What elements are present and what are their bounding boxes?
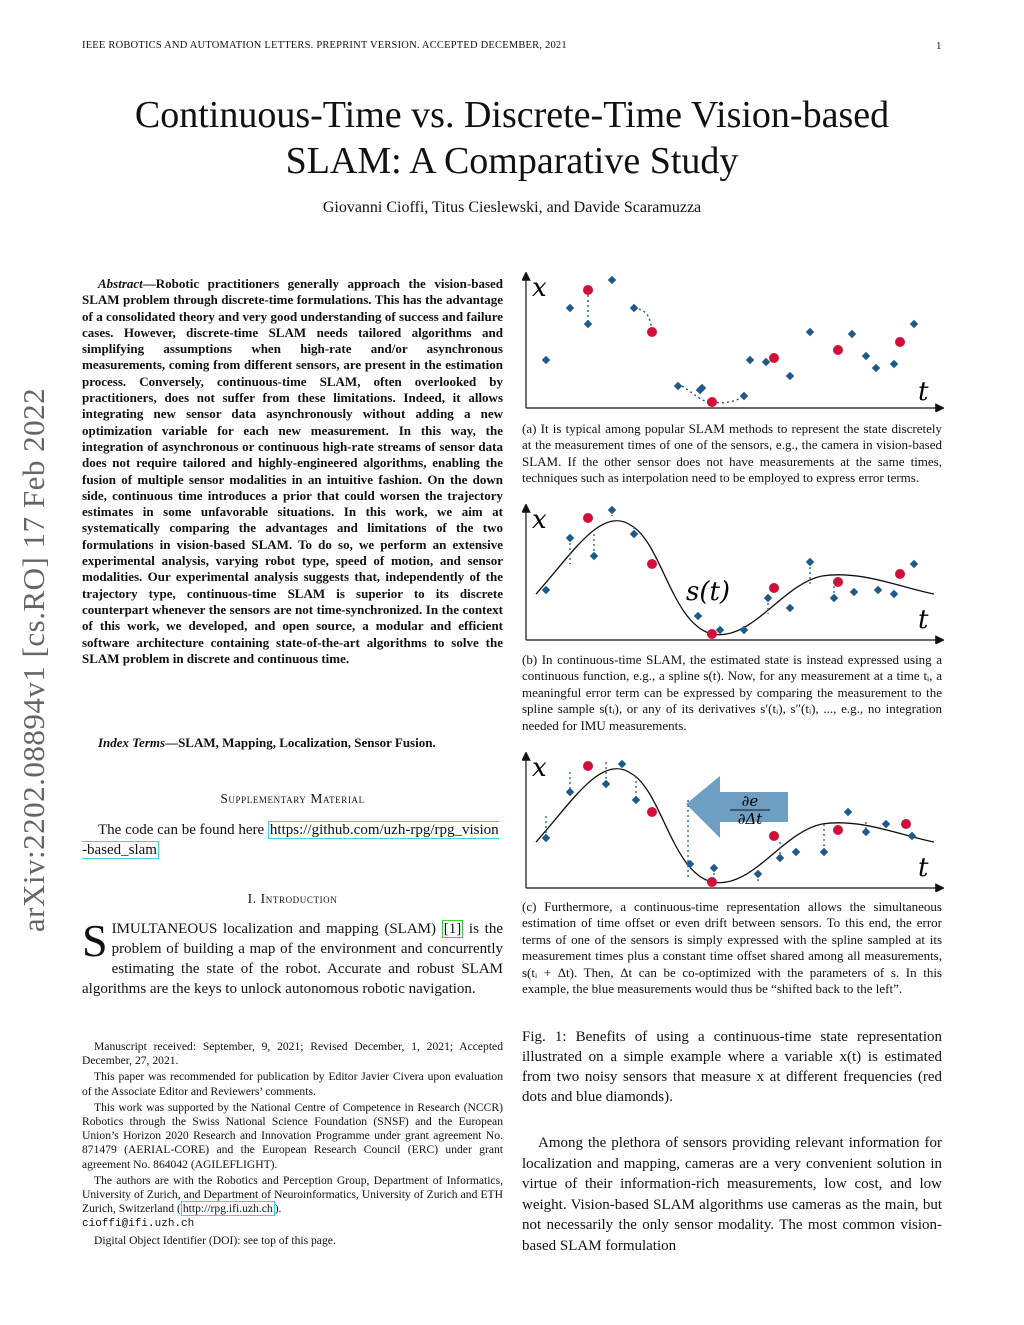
- index-terms-text: —SLAM, Mapping, Localization, Sensor Fusion.: [165, 735, 436, 750]
- citation-link[interactable]: [1]: [443, 921, 462, 937]
- footnote-received: Manuscript received: September, 9, 2021; Revised December, 1, 2021; Accepted December, 27, 2021.: [82, 1040, 503, 1068]
- footnotes: [82, 1040, 503, 1250]
- caption-c: (c) Furthermore, a continuous-time representation allows the simultaneous estimation of time offset or even drift between sensors. To this end, the error terms of one of the sensors is simply expressed with the spline sampled at its measurement times plus a constant time offset shared among all measurements, s(tᵢ + Δt). Then, Δt can be co-optimized with the parameters of s. In this example, the blue measurements would thus be “shifted back to the left”.: [522, 899, 942, 997]
- spline-curve: [536, 521, 934, 635]
- derivative-numerator: ∂e: [741, 792, 759, 810]
- red-dot-measurement: [895, 569, 905, 579]
- axis-label-t: t: [918, 605, 929, 635]
- abstract: [82, 276, 503, 667]
- footnote-recommended: This paper was recommended for publication by Editor Javier Civera upon evaluation of the Associate Editor and Reviewers’ comments.: [82, 1070, 503, 1098]
- code-link[interactable]: https://github.com/uzh-rpg/rpg_vision-based_slam: [82, 822, 499, 858]
- axis-label-x: x: [532, 753, 547, 783]
- intro-heading-text: Introduction: [260, 891, 338, 906]
- red-dot-measurement: [769, 831, 779, 841]
- arxiv-id: arXiv:2202.08894v1 [cs.RO] 17 Feb 2022: [16, 387, 51, 933]
- blue-diamond-measurement: [908, 832, 916, 840]
- introduction-paragraph: [82, 915, 503, 999]
- blue-diamond-measurement: [740, 392, 748, 400]
- intro-first-word: IMULTANEOUS: [111, 921, 218, 937]
- blue-diamond-measurement: [862, 352, 870, 360]
- running-header: IEEE ROBOTICS AND AUTOMATION LETTERS. PREPRINT VERSION. ACCEPTED DECEMBER, 2021: [82, 40, 567, 51]
- body-paragraph-right: Among the plethora of sensors providing relevant information for localization and mapping, cameras are a very convenient solution in virtue of their information-rich measurements, low cost, and low weight. Vision-based SLAM algorithms use cameras as the main, but not necessarily the only sensor modality. The most common vision-based SLAM formulation: [522, 1135, 942, 1254]
- axis-label-t: t: [918, 377, 929, 407]
- red-dot-measurement: [833, 345, 843, 355]
- blue-diamond-measurement: [806, 328, 814, 336]
- blue-diamond-measurement: [792, 848, 800, 856]
- red-dot-measurement: [769, 353, 779, 363]
- figure-c-plot: [522, 752, 944, 892]
- blue-diamond-measurement: [618, 760, 626, 768]
- spline-curve: [536, 769, 934, 883]
- red-dot-measurement: [707, 629, 717, 639]
- fig-c-markers: [542, 760, 916, 887]
- figure-a-plot: [522, 272, 944, 412]
- footnote-aff-text: The authors are with the Robotics and Perception Group, Department of Informatics, University of Zurich, and Department of Neuroinformatics, University of Zurich and ETH Zurich, Switzerland (: [82, 1173, 503, 1216]
- footnote-doi: Digital Object Identifier (DOI): see top of this page.: [94, 1233, 336, 1247]
- blue-diamond-measurement: [890, 360, 898, 368]
- red-dot-measurement: [583, 761, 593, 771]
- blue-diamond-measurement: [630, 304, 638, 312]
- supplementary-heading: Supplementary Material: [220, 791, 365, 806]
- intro-text-a: localization and mapping (SLAM): [217, 921, 442, 937]
- title-line-1: Continuous-Time vs. Discrete-Time Vision-based: [134, 94, 890, 136]
- blue-diamond-measurement: [910, 320, 918, 328]
- index-terms-label: Index Terms: [98, 735, 166, 750]
- blue-diamond-measurement: [566, 304, 574, 312]
- blue-diamond-measurement: [762, 358, 770, 366]
- footnote-support: This work was supported by the National Centre of Competence in Research (NCCR) Robotics through the Swiss National Science Foundation (SNSF) and the European Union’s Horizon 2020 Research and Innovation Programme under grant agreement No. 871479 (AERIAL-CORE) and the European Research Council (ERC) under grant agreement No. 864042 (AGILEFLIGHT).: [82, 1100, 503, 1171]
- intro-heading-num: I.: [247, 891, 257, 906]
- blue-diamond-measurement: [584, 320, 592, 328]
- red-dot-measurement: [647, 807, 657, 817]
- fig-a-markers: [542, 276, 918, 407]
- red-dot-measurement: [647, 559, 657, 569]
- red-dot-measurement: [833, 825, 843, 835]
- blue-diamond-measurement: [740, 626, 748, 634]
- blue-diamond-measurement: [874, 586, 882, 594]
- footnote-authors: [82, 1174, 503, 1232]
- rpg-link[interactable]: http://rpg.ifi.uzh.ch: [182, 1202, 273, 1216]
- blue-diamond-measurement: [542, 356, 550, 364]
- blue-diamond-measurement: [786, 604, 794, 612]
- blue-diamond-measurement: [608, 276, 616, 284]
- blue-diamond-measurement: [848, 330, 856, 338]
- red-dot-measurement: [707, 877, 717, 887]
- red-dot-measurement: [583, 513, 593, 523]
- red-dot-measurement: [647, 327, 657, 337]
- arxiv-stamp: [6, 350, 62, 970]
- figure-caption: Fig. 1: Benefits of using a continuous-time state representation illustrated on a simple example where a variable x(t) is estimated from two noisy sensors that measure x at different frequencies (red dots and blue diamonds).: [522, 1029, 942, 1105]
- axis-label-x: x: [532, 273, 547, 303]
- axis-label-x: x: [532, 505, 547, 535]
- blue-diamond-measurement: [542, 586, 550, 594]
- footnote-aff-end: ).: [274, 1202, 282, 1216]
- derivative-denominator: ∂Δt: [737, 810, 763, 828]
- shift-arrow: [686, 776, 788, 838]
- intro-text-b: is the problem of building a map of the environment and concurrently estimating the state of the robot. Accurate and robust SLAM algorithms are the keys to unlock autonomous robotic navigation.: [82, 921, 503, 997]
- author-email[interactable]: cioffi@ifi.uzh.ch: [82, 1218, 195, 1231]
- introduction-heading: [82, 891, 503, 907]
- supplementary-text: [82, 820, 503, 860]
- abstract-label: Abstract: [98, 276, 143, 291]
- interpolation-lines: [588, 290, 744, 403]
- paper-title: [60, 92, 964, 184]
- drop-cap: S: [82, 915, 108, 966]
- page-number: 1: [936, 40, 942, 52]
- supplementary-lead: The code can be found here: [98, 822, 268, 838]
- caption-b: (b) In continuous-time SLAM, the estimated state is instead expressed using a continuous function, e.g., a spline s(t). Now, for any measurement at a time tᵢ, a meaningful error term can be expressed by comparing the measurement to the spline sample s(tᵢ), or any of its derivatives s′(tᵢ), s″(tᵢ), ..., e.g., no integration needed for IMU measurements.: [522, 652, 942, 733]
- blue-diamond-measurement: [716, 626, 724, 634]
- blue-diamond-measurement: [746, 356, 754, 364]
- blue-diamond-measurement: [786, 372, 794, 380]
- caption-a: (a) It is typical among popular SLAM methods to represent the state discretely at the measurement times of one of the sensors, e.g., the camera in vision-based SLAM. If the other sensor does not have measurements at the same times, techniques such as interpolation need to be employed to express error terms.: [522, 421, 942, 486]
- red-dot-measurement: [769, 583, 779, 593]
- blue-diamond-measurement: [674, 382, 682, 390]
- blue-diamond-measurement: [910, 560, 918, 568]
- index-terms: [82, 735, 503, 751]
- author-list: Giovanni Cioffi, Titus Cieslewski, and Davide Scaramuzza: [322, 199, 702, 216]
- red-dot-measurement: [583, 285, 593, 295]
- blue-diamond-measurement: [872, 364, 880, 372]
- red-dot-measurement: [901, 819, 911, 829]
- blue-diamond-measurement: [850, 588, 858, 596]
- red-dot-measurement: [707, 397, 717, 407]
- fig-b-markers: [542, 506, 918, 639]
- spline-label: s(t): [686, 577, 731, 607]
- red-dot-measurement: [895, 337, 905, 347]
- blue-diamond-measurement: [686, 860, 694, 868]
- error-line: [682, 386, 712, 402]
- axis-label-t: t: [918, 853, 929, 883]
- blue-diamond-measurement: [890, 590, 898, 598]
- blue-diamond-measurement: [694, 612, 702, 620]
- blue-diamond-measurement: [844, 808, 852, 816]
- figure-b-plot: [522, 504, 944, 644]
- title-line-2: SLAM: A Comparative Study: [285, 140, 739, 182]
- abstract-text: —Robotic practitioners generally approach the vision-based SLAM problem through discrete-time formulations. This has the advantage of a consolidated theory and very good understanding of success and failure cases. However, discrete-time SLAM needs tailored algorithms and simplifying assumptions when high-rate and/or asynchronous measurements, coming from different sensors, are present in the estimation process. Conversely, continuous-time SLAM, often overlooked by practitioners, does not suffer from these limitations. Indeed, it allows integrating new sensor data asynchronously without adding a new optimization variable for each new measurement. In this way, the integration of asynchronous or continuous high-rate streams of sensor data does not require tailored and highly-engineered algorithms, enabling the fusion of multiple sensor modalities in an intuitive fashion. On the down side, continuous time introduces a prior that could worsen the trajectory estimates in some unfavorable situations. In this work, we aim at systematically comparing the advantages and limitations of the two formulations in vision-based SLAM. To do so, we perform an extensive experimental analysis, varying robot type, speed of motion, and sensor modalities. Our experimental analysis suggests that, independently of the trajectory type, continuous-time SLAM is superior to its discrete counterpart whenever the sensors are not time-synchronized. In the context of this work, we developed, and open source, a modular and efficient software architecture containing state-of-the-art algorithms to solve the SLAM problem in discrete and continuous time.: [82, 276, 503, 666]
